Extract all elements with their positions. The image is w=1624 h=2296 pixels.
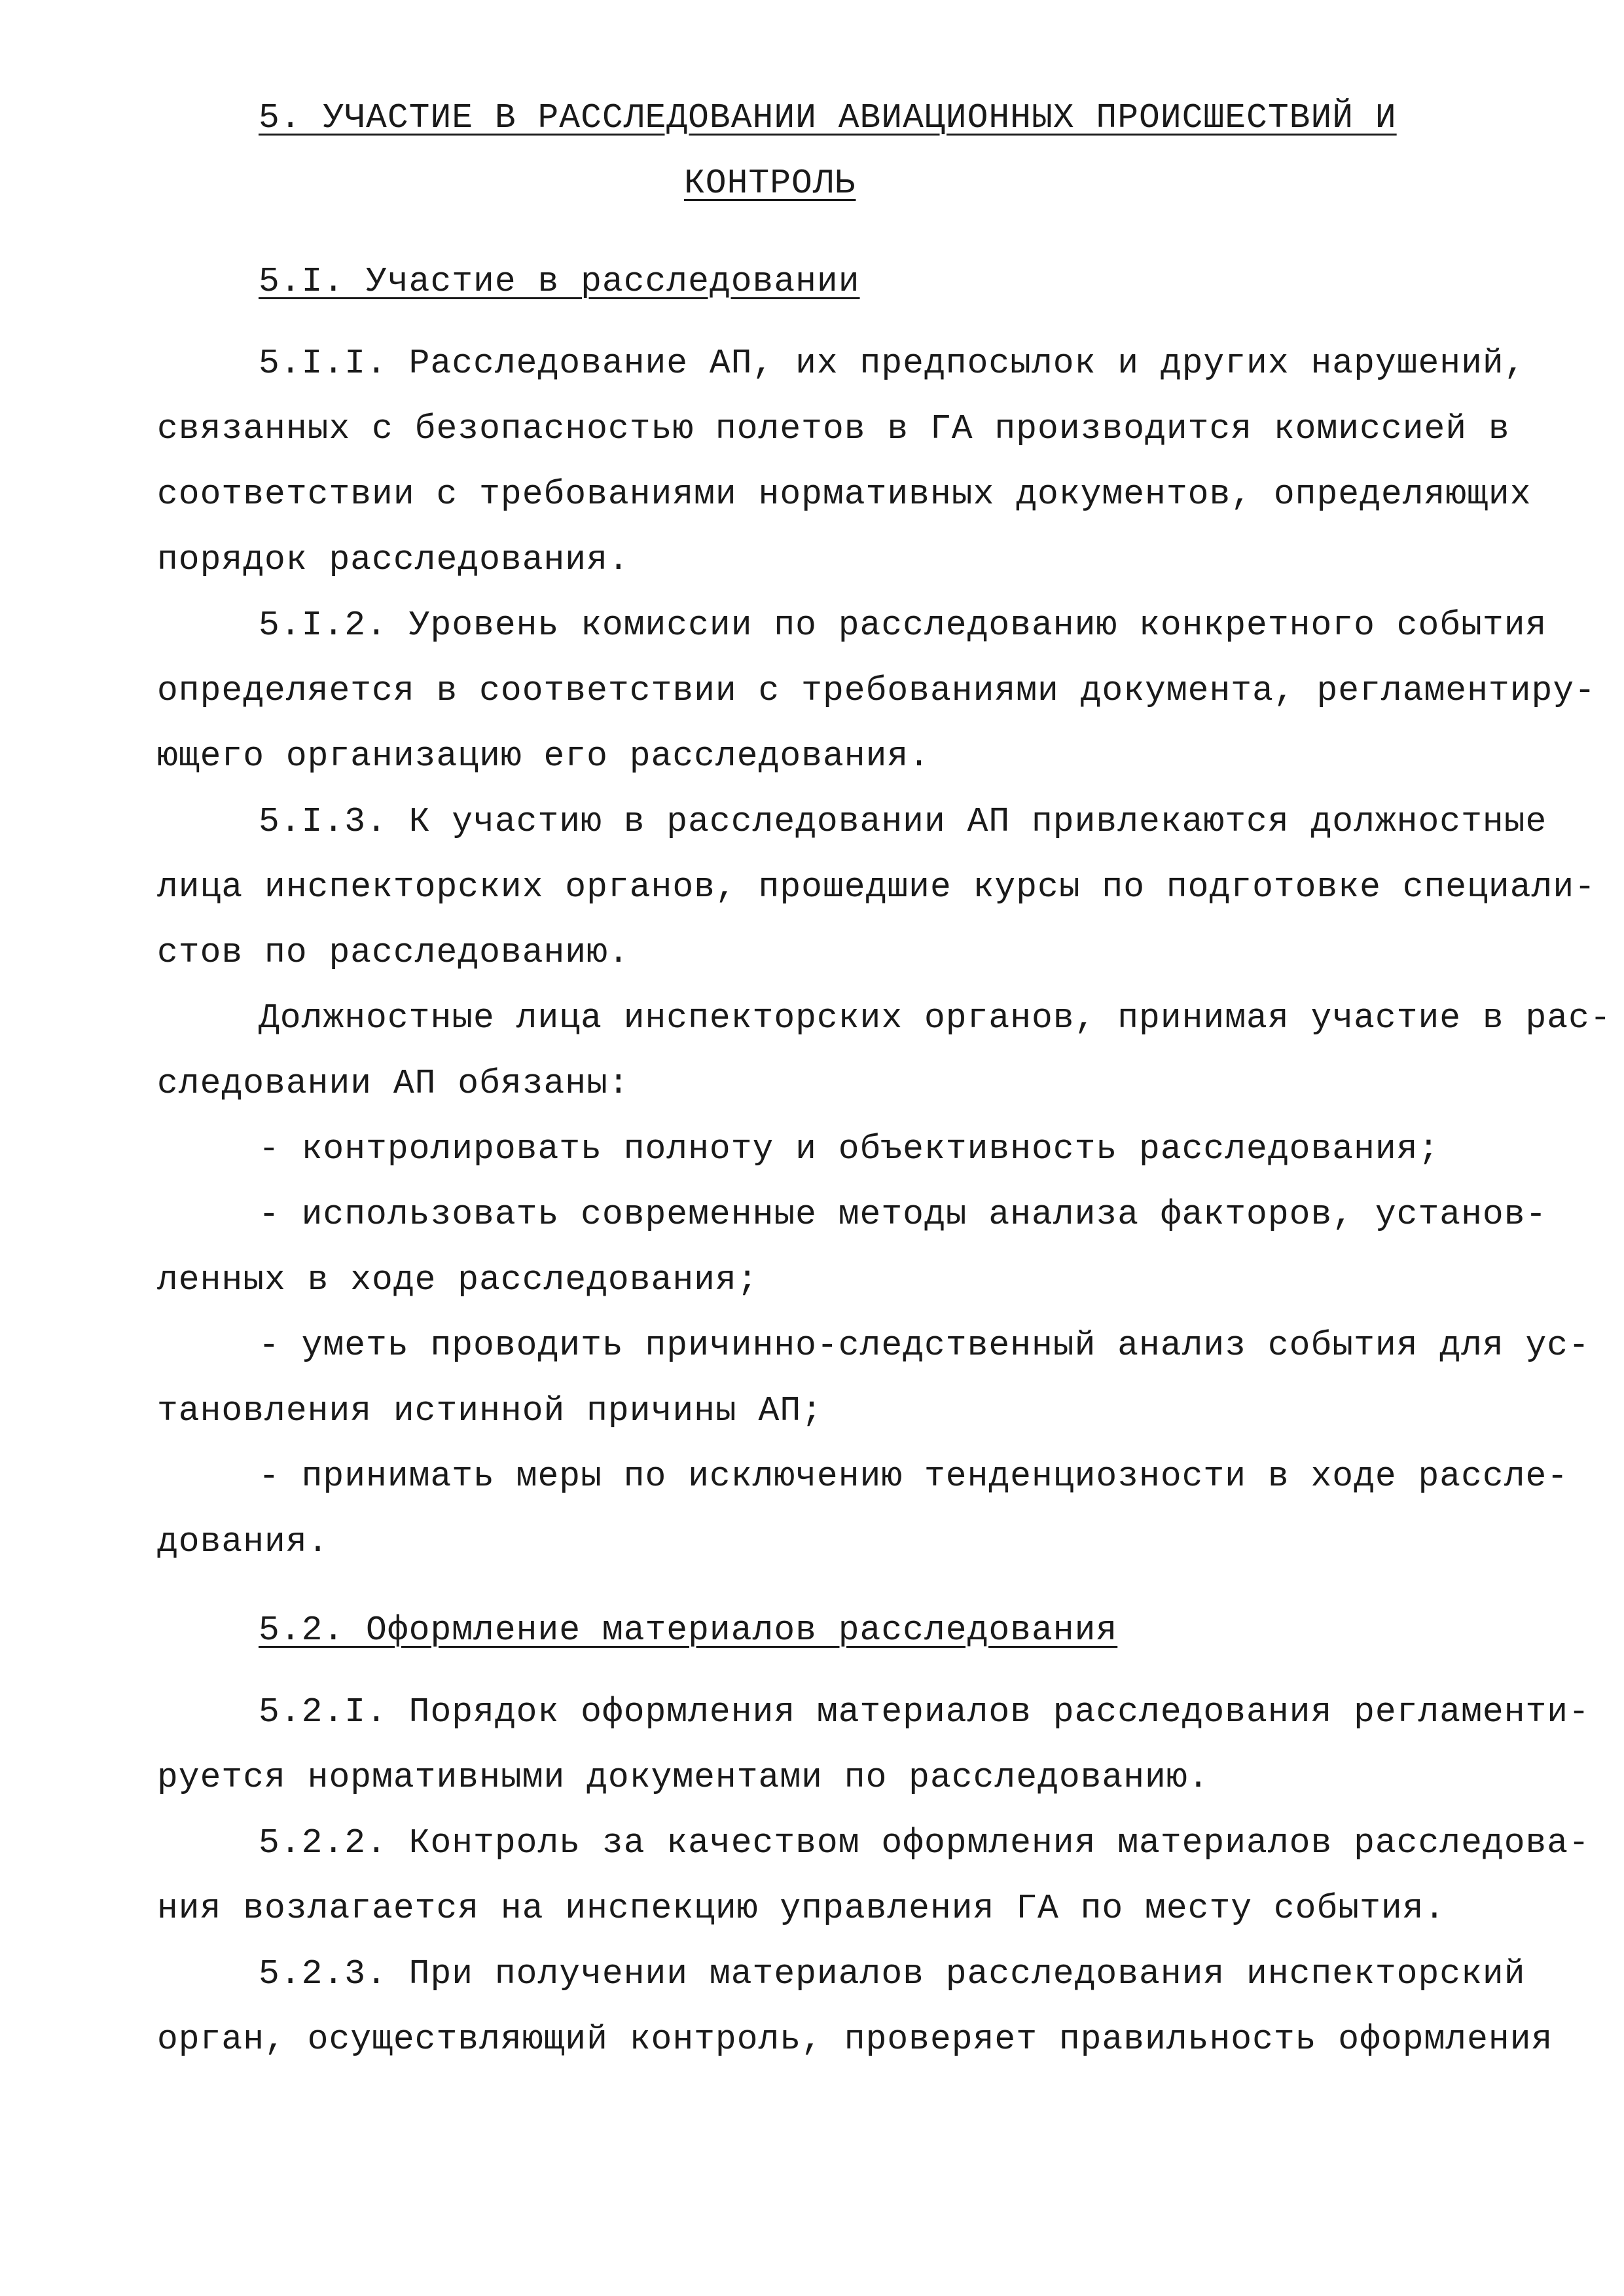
paragraph-5-1-3-line-2: лица инспекторских органов, прошедшие курсы по подготовке специали- <box>157 867 1596 907</box>
duty-item-2-line-1: - использовать современные методы анализа факторов, установ- <box>259 1195 1547 1234</box>
paragraph-5-1-3-line-1: 5.I.3. К участию в расследовании АП привлекаются должностные <box>259 802 1547 841</box>
duty-item-1-line-1: - контролировать полноту и объективность расследования; <box>259 1129 1440 1169</box>
duty-item-4-line-2: дования. <box>157 1522 329 1561</box>
paragraph-5-1-2-line-2: определяется в соответствии с требованиями документа, регламентиру- <box>157 671 1596 710</box>
duty-item-3-line-2: тановления истинной причины АП; <box>157 1391 823 1430</box>
paragraph-5-2-3-line-2: орган, осуществляющий контроль, проверяет правильность оформления <box>157 2020 1553 2059</box>
paragraph-5-1-1-line-1: 5.I.I. Расследование АП, их предпосылок и других нарушений, <box>259 344 1526 383</box>
duty-item-3-line-1: - уметь проводить причинно-следственный анализ события для ус- <box>259 1326 1590 1365</box>
paragraph-5-2-1-line-1: 5.2.I. Порядок оформления материалов расследования регламенти- <box>259 1692 1590 1732</box>
paragraph-5-1-1-line-2: связанных с безопасностью полетов в ГА производится комиссией в <box>157 409 1510 448</box>
paragraph-5-2-2-line-2: ния возлагается на инспекцию управления ГА по месту события. <box>157 1889 1446 1928</box>
section-heading-5-1: 5.I. Участие в расследовании <box>259 262 860 301</box>
duties-intro-line-1: Должностные лица инспекторских органов, принимая участие в рас- <box>259 998 1612 1038</box>
paragraph-5-1-1-line-4: порядок расследования. <box>157 540 630 579</box>
duties-intro-line-2: следовании АП обязаны: <box>157 1064 630 1103</box>
section-heading-5-2: 5.2. Оформление материалов расследования <box>259 1611 1118 1650</box>
paragraph-5-2-1-line-2: руется нормативными документами по расследованию. <box>157 1758 1210 1797</box>
paragraph-5-1-2-line-1: 5.I.2. Уровень комиссии по расследованию конкретного события <box>259 606 1547 645</box>
paragraph-5-1-1-line-3: соответствии с требованиями нормативных документов, определяющих <box>157 475 1532 514</box>
duty-item-2-line-2: ленных в ходе расследования; <box>157 1260 759 1300</box>
chapter-title-line-1: 5. УЧАСТИЕ В РАССЛЕДОВАНИИ АВИАЦИОННЫХ ПРОИСШЕСТВИЙ И <box>259 98 1397 137</box>
duty-item-4-line-1: - принимать меры по исключению тенденциозности в ходе рассле- <box>259 1457 1569 1496</box>
paragraph-5-2-2-line-1: 5.2.2. Контроль за качеством оформления материалов расследова- <box>259 1823 1590 1863</box>
paragraph-5-1-3-line-3: стов по расследованию. <box>157 933 630 972</box>
paragraph-5-2-3-line-1: 5.2.3. При получении материалов расследования инспекторский <box>259 1954 1526 1994</box>
paragraph-5-1-2-line-3: ющего организацию его расследования. <box>157 737 930 776</box>
chapter-title-line-2: КОНТРОЛЬ <box>684 164 856 203</box>
